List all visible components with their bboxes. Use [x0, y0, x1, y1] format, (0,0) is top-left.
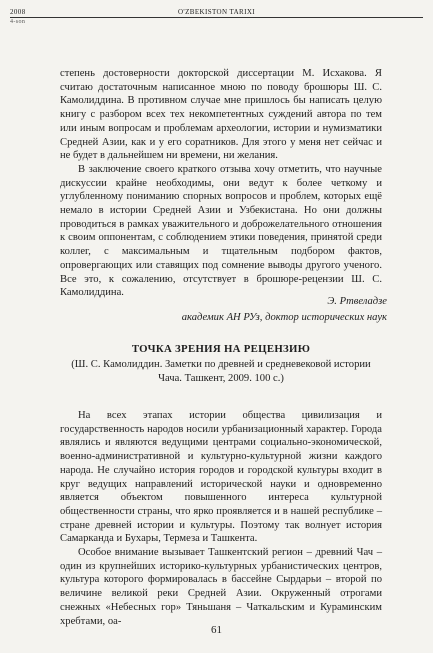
- paragraph: На всех этапах истории общества цивилизация и государственность народов носили урбанизационный характер. Города являлись и являются ведущими центрами социально-экономической, военно-административной и культурно-культурной жизни каждого народа. Не случайно история городов и городской культуры входит в круг ведущих направлений исторической науки и одновременно является объектом повышенного интереса культурной общественности страны, что ярко проявляется и в нашей республике – стране древней истории и культуры. Поэтому так волнует история Самарканда и Бухары, Термеза и Ташкента.: [60, 410, 382, 545]
- paragraph: В заключение своего краткого отзыва хочу отметить, что научные дискуссии крайне необходимы, они ведут к более четкому и углубленному пониманию спорных вопросов и проблем, которых ещё немало в истории Средней Азии и Узбекистана. Но они должны проводиться в рамках уважительного и доброжелательного отношения к своим оппонентам, с соблюдением этики поведения, принятой среди коллег, с максимальным и тщательным подбором фактов, опровергающих или ставящих под сомнение выводы другого ученого. Все это, к сожалению, отсутствует в брошюре-рецензии Ш. С. Камолиддина.: [60, 163, 382, 299]
- paragraph: Особое внимание вызывает Ташкентский регион – древний Чач – один из крупнейших историко-культурных урбанистических центров, культура которого формировалась в бассейне Сырдарьи – второй по величине великой реки Средней Азии. Окруженный отрогами снежных «Небесных гор» Тяньшаня – Чаткальским и Кураминским хребтами, оа-: [60, 547, 382, 627]
- header-year: 2008: [10, 8, 26, 16]
- review-conclusion-text: [60, 67, 382, 300]
- header-rule: [10, 17, 423, 18]
- article-subtitle: (Ш. С. Камолиддин. Заметки по древней и средневековой истории Чача. Ташкент, 2009. 100 с.): [71, 359, 371, 384]
- journal-title: O'ZBEKISTON TARIXI: [177, 8, 256, 16]
- author-name: Э. Ртвеладзе: [327, 296, 387, 307]
- article-title: ТОЧКА ЗРЕНИЯ НА РЕЦЕНЗИЮ: [131, 343, 311, 355]
- paragraph: степень достоверности докторской диссертации М. Исхакова. Я считаю достаточным написанное мною по поводу брошюры Ш. С. Камолиддина. В противном случае мне пришлось бы написать целую книгу с разбором всех тех некомпетентных суждений автора по тем или иным вопросам и проблемам археологии, истории и нумизматики Средней Азии, как и у его соратников. Для этого у меня нет сейчас и не будет в дальнейшем ни времени, ни желания.: [60, 68, 382, 162]
- page-number: 61: [211, 624, 222, 636]
- article-body-text: [60, 409, 382, 628]
- author-title: академик АН РУз, доктор исторических наук: [181, 312, 387, 323]
- issue-number: 4-son: [10, 19, 26, 25]
- author-signature: [87, 294, 387, 326]
